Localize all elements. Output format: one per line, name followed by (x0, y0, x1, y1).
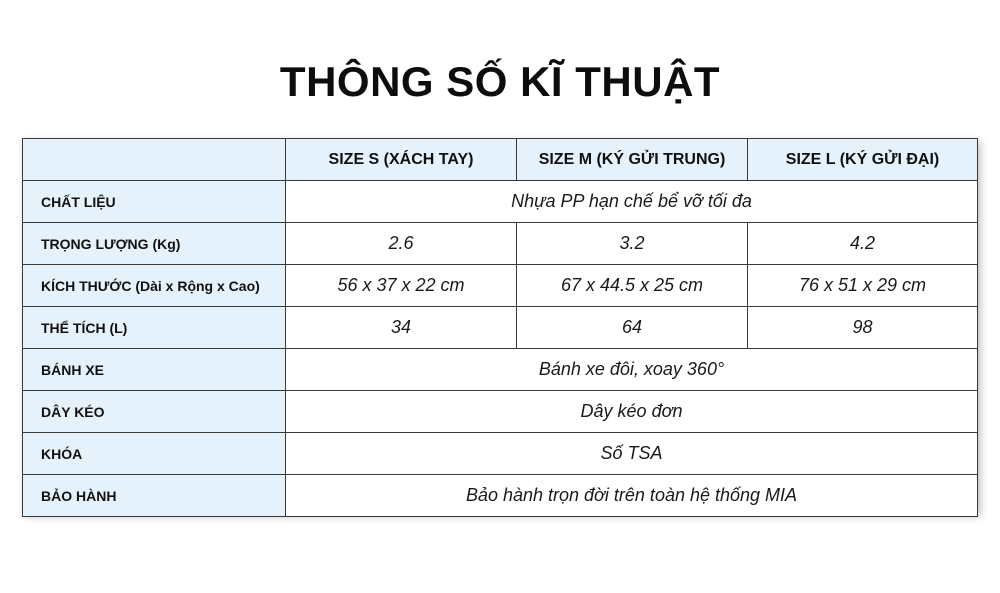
table-row-dimensions (23, 265, 978, 307)
warranty-value: Bảo hành trọn đời trên toàn hệ thống MIA (286, 475, 978, 517)
page-title: THÔNG SỐ KĨ THUẬT (279, 58, 721, 105)
spec-table-container (22, 138, 977, 512)
header-size-s: SIZE S (XÁCH TAY) (286, 139, 517, 181)
table-row-weight (23, 223, 978, 265)
weight-size-l: 4.2 (748, 223, 978, 265)
handle-value: Dây kéo đơn (286, 391, 978, 433)
table-row-warranty (23, 475, 978, 517)
row-label-lock: KHÓA (23, 433, 286, 475)
header-size-l: SIZE L (KÝ GỬI ĐẠI) (748, 139, 978, 181)
table-row-material (23, 181, 978, 223)
row-label-wheels: BÁNH XE (23, 349, 286, 391)
lock-value: Số TSA (286, 433, 978, 475)
table-row-lock (23, 433, 978, 475)
wheels-value: Bánh xe đôi, xoay 360° (286, 349, 978, 391)
table-row-volume (23, 307, 978, 349)
header-size-m: SIZE M (KÝ GỬI TRUNG) (517, 139, 748, 181)
row-label-material: CHẤT LIỆU (23, 181, 286, 223)
weight-size-m: 3.2 (517, 223, 748, 265)
volume-size-m: 64 (517, 307, 748, 349)
weight-size-s: 2.6 (286, 223, 517, 265)
row-label-handle: DÂY KÉO (23, 391, 286, 433)
spec-table (22, 138, 978, 517)
dimensions-size-l: 76 x 51 x 29 cm (748, 265, 978, 307)
header-corner-cell (23, 139, 286, 181)
row-label-warranty: BẢO HÀNH (23, 475, 286, 517)
dimensions-size-m: 67 x 44.5 x 25 cm (517, 265, 748, 307)
row-label-weight: TRỌNG LƯỢNG (Kg) (23, 223, 286, 265)
table-row-wheels (23, 349, 978, 391)
volume-size-l: 98 (748, 307, 978, 349)
table-row-handle (23, 391, 978, 433)
material-value: Nhựa PP hạn chế bể vỡ tối đa (286, 181, 978, 223)
row-label-volume: THỂ TÍCH (L) (23, 307, 286, 349)
dimensions-size-s: 56 x 37 x 22 cm (286, 265, 517, 307)
table-header-row (23, 139, 978, 181)
volume-size-s: 34 (286, 307, 517, 349)
row-label-dimensions: KÍCH THƯỚC (Dài x Rộng x Cao) (23, 265, 286, 307)
